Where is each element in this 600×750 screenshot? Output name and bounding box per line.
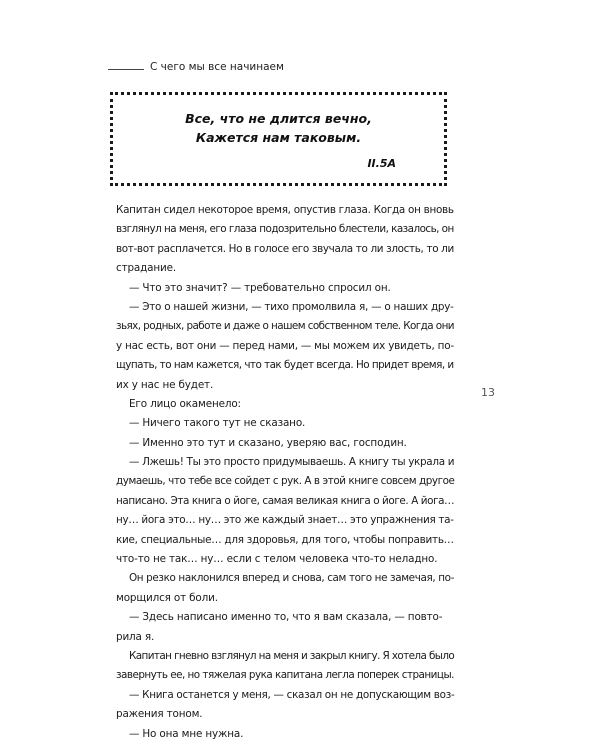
text-line: — Лжешь! Ты это просто придумываешь. А книгу ты украла и xyxy=(129,456,455,469)
text-line: написано. Эта книга о йоге, самая великая книга о йоге. А йога… xyxy=(116,494,455,507)
epigraph-line-2: Кажется нам таковым. xyxy=(195,130,362,145)
text-line: их у нас не будет. xyxy=(116,378,214,391)
text-line: ну… йога это… ну… это же каждый знает… это упражнения та- xyxy=(116,514,454,527)
text-line: у нас есть, вот они — перед нами, — мы можем их увидеть, по- xyxy=(116,339,454,352)
text-line: что-то не так… ну… если с телом человека что-то неладно. xyxy=(116,553,438,566)
text-line: Капитан гневно взглянул на меня и закрыл книгу. Я хотела было xyxy=(129,649,455,662)
header-rule xyxy=(108,69,144,70)
text-line: щупать, то нам кажется, что так будет всегда. Но придет время, и xyxy=(116,359,454,372)
text-line: Капитан сидел некоторое время, опустив глаза. Когда он вновь xyxy=(116,204,454,216)
text-line: — Здесь написано именно то, что я вам сказала, — повто- xyxy=(129,611,443,624)
text-line: ражения тоном. xyxy=(116,708,203,721)
epigraph-line-1: Все, что не длится вечно, xyxy=(185,111,372,126)
text-line: — Что это значит? — требовательно спросил он. xyxy=(129,281,391,294)
text-line: страдание. xyxy=(116,262,177,275)
page-number: 13 xyxy=(481,386,495,399)
text-line: вот-вот расплачется. Но в голосе его звучала то ли злость, то ли xyxy=(116,242,454,255)
running-header: С чего мы все начинаем xyxy=(150,61,284,73)
text-line: кие, специальные… для здоровья, для того, чтобы поправить… xyxy=(116,533,454,546)
text-line: — Ничего такого тут не сказано. xyxy=(129,417,306,430)
text-line: — Это о нашей жизни, — тихо промолвила я, — о наших дру- xyxy=(129,300,454,313)
text-line: думаешь, что тебе все сойдет с рук. А в этой книге совсем другое xyxy=(116,475,455,488)
epigraph-source: II.5A xyxy=(367,157,396,170)
text-line: Его лицо окаменело: xyxy=(129,397,241,410)
text-line: Он резко наклонился вперед и снова, сам того не замечая, по- xyxy=(129,572,455,585)
text-line: рила я. xyxy=(116,630,155,643)
epigraph-box xyxy=(110,92,447,186)
text-line: завернуть ее, но тяжелая рука капитана легла поперек страницы. xyxy=(116,669,454,682)
body-text xyxy=(116,201,454,744)
text-line: взглянул на меня, его глаза подозрительно блестели, казалось, он xyxy=(116,223,454,236)
text-line: — Но она мне нужна. xyxy=(129,727,244,740)
text-line: — Именно это тут и сказано, уверяю вас, господин. xyxy=(129,436,407,449)
text-line: — Книга останется у меня, — сказал он не допускающим воз- xyxy=(129,688,455,701)
text-line: морщился от боли. xyxy=(116,591,218,604)
text-line: зьях, родных, работе и даже о нашем собственном теле. Когда они xyxy=(116,320,454,333)
